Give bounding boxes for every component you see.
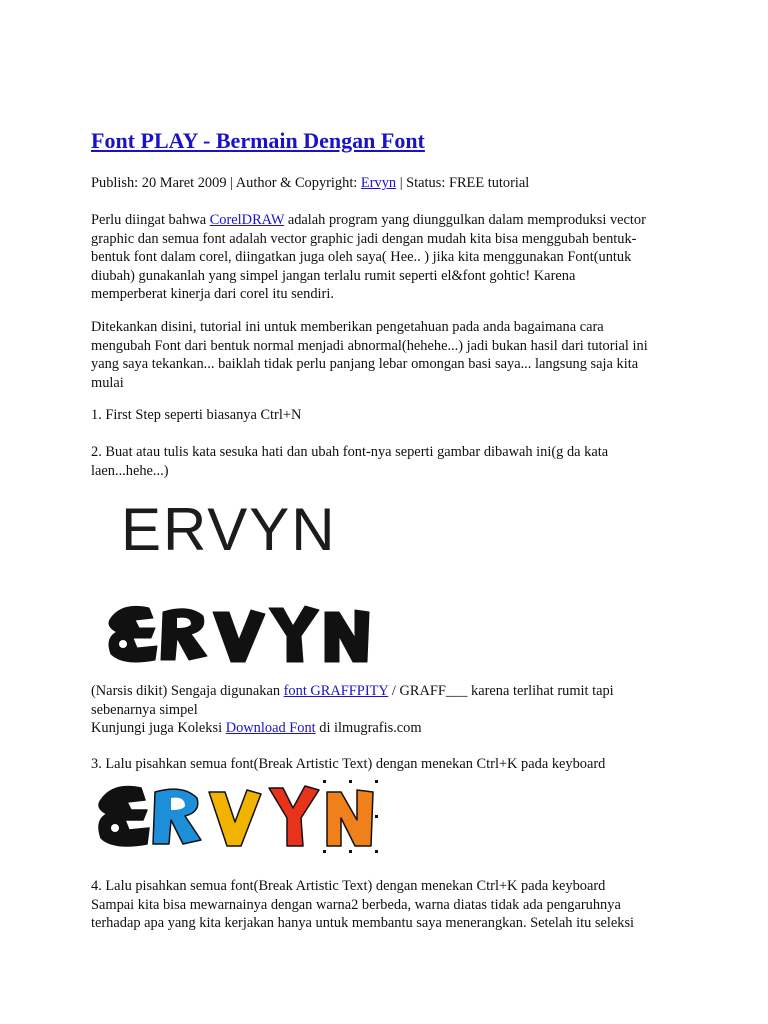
emphasis-paragraph (91, 318, 666, 392)
narsis-paragraph (91, 682, 666, 738)
step-4-text-2: Sampai kita bisa mewarnainya dengan warna2 berbeda, warna diatas tidak ada pengaruhnya (91, 896, 621, 913)
meta-prefix: Publish: 20 Maret 2009 | Author & Copyright: (91, 175, 361, 191)
emphasis-text-2: mengubah Font dari bentuk normal menjadi abnormal(hehehe...) jadi bukan hasil dari tutorial ini (91, 337, 648, 354)
step-3 (91, 755, 666, 774)
intro-text-3: bentuk font dalam corel, diingatkan juga oleh saya( Hee.. ) jika kita menggunakan Font(untuk (91, 249, 632, 265)
step-1 (91, 406, 666, 425)
intro-paragraph (91, 211, 666, 304)
emphasis-text-3: yang saya tekankan... baiklah tidak perlu panjang lebar omongan basi saya... langsung saja kita (91, 356, 639, 372)
meta-suffix: | Status: FREE tutorial (396, 175, 530, 191)
publish-meta (91, 174, 666, 193)
emphasis-text-4: mulai (91, 374, 124, 391)
author-link[interactable]: Ervyn (360, 175, 397, 191)
graffiti-letter-y (269, 606, 319, 662)
graffiti-letter-r-blue (153, 789, 201, 844)
graffiti-letter-n (325, 610, 369, 662)
narsis-text-3b: di ilmugrafis.com (315, 720, 422, 736)
graffiti-letter-y-red (269, 786, 319, 846)
step-4-text-3: terhadap apa yang kita kerjakan hanya untuk membantu saya menerangkan. Setelah itu seleksi (91, 915, 635, 931)
font-graffpity-link[interactable]: font GRAFFPITY (283, 683, 389, 699)
step-2-text-2: laen...hehe...) (91, 462, 169, 479)
intro-text-5: memperberat kinerja dari corel itu sendiri. (91, 286, 334, 302)
ervyn-graffiti-black-image (103, 598, 373, 670)
graffiti-letter-e-black (99, 787, 149, 847)
intro-text-1a: Perlu diingat bahwa (91, 212, 210, 228)
coreldraw-link[interactable]: CorelDRAW (209, 212, 285, 228)
page-title (91, 128, 425, 154)
narsis-text-1a: (Narsis dikit) Sengaja digunakan (91, 683, 284, 699)
graffiti-letter-v (213, 610, 265, 662)
intro-text-2: graphic dan semua font adalah vector graphic jadi dengan mudah kita bisa menggubah bentuk- (91, 230, 637, 247)
graffiti-letter-e (109, 606, 157, 662)
download-font-link[interactable]: Download Font (225, 720, 316, 736)
ervyn-plain-image: ERVYN (121, 496, 337, 563)
graffiti-letter-v-yellow (209, 790, 261, 846)
step-4 (91, 877, 666, 933)
narsis-text-3a: Kunjungi juga Koleksi (91, 720, 226, 736)
step-4-text-1: 4. Lalu pisahkan semua font(Break Artistic Text) dengan menekan Ctrl+K pada keyboard (91, 878, 606, 894)
ervyn-graffiti-color-image (93, 778, 383, 856)
intro-text-4: diubah) gunakanlah yang simpel jangan terlalu rumit seperti el&font gohtic! Karena (91, 267, 576, 284)
graffiti-letter-r (161, 609, 207, 660)
narsis-text-1b: / GRAFF___ karena terlihat rumit tapi (388, 683, 614, 699)
step-1-text: 1. First Step seperti biasanya Ctrl+N (91, 407, 302, 423)
narsis-text-2: sebenarnya simpel (91, 701, 198, 718)
step-3-text: 3. Lalu pisahkan semua font(Break Artistic Text) dengan menekan Ctrl+K pada keyboard (91, 756, 606, 772)
step-2-text-1: 2. Buat atau tulis kata sesuka hati dan ubah font-nya seperti gambar dibawah ini(g da kata (91, 444, 609, 460)
emphasis-text-1: Ditekankan disini, tutorial ini untuk memberikan pengetahuan pada anda bagaimana cara (91, 319, 604, 335)
intro-text-1b: adalah program yang diunggulkan dalam memproduksi vector (284, 212, 646, 228)
graffiti-letter-n-orange (327, 790, 373, 846)
title-link[interactable]: Font PLAY - Bermain Dengan Font (91, 128, 425, 153)
step-2 (91, 443, 666, 480)
